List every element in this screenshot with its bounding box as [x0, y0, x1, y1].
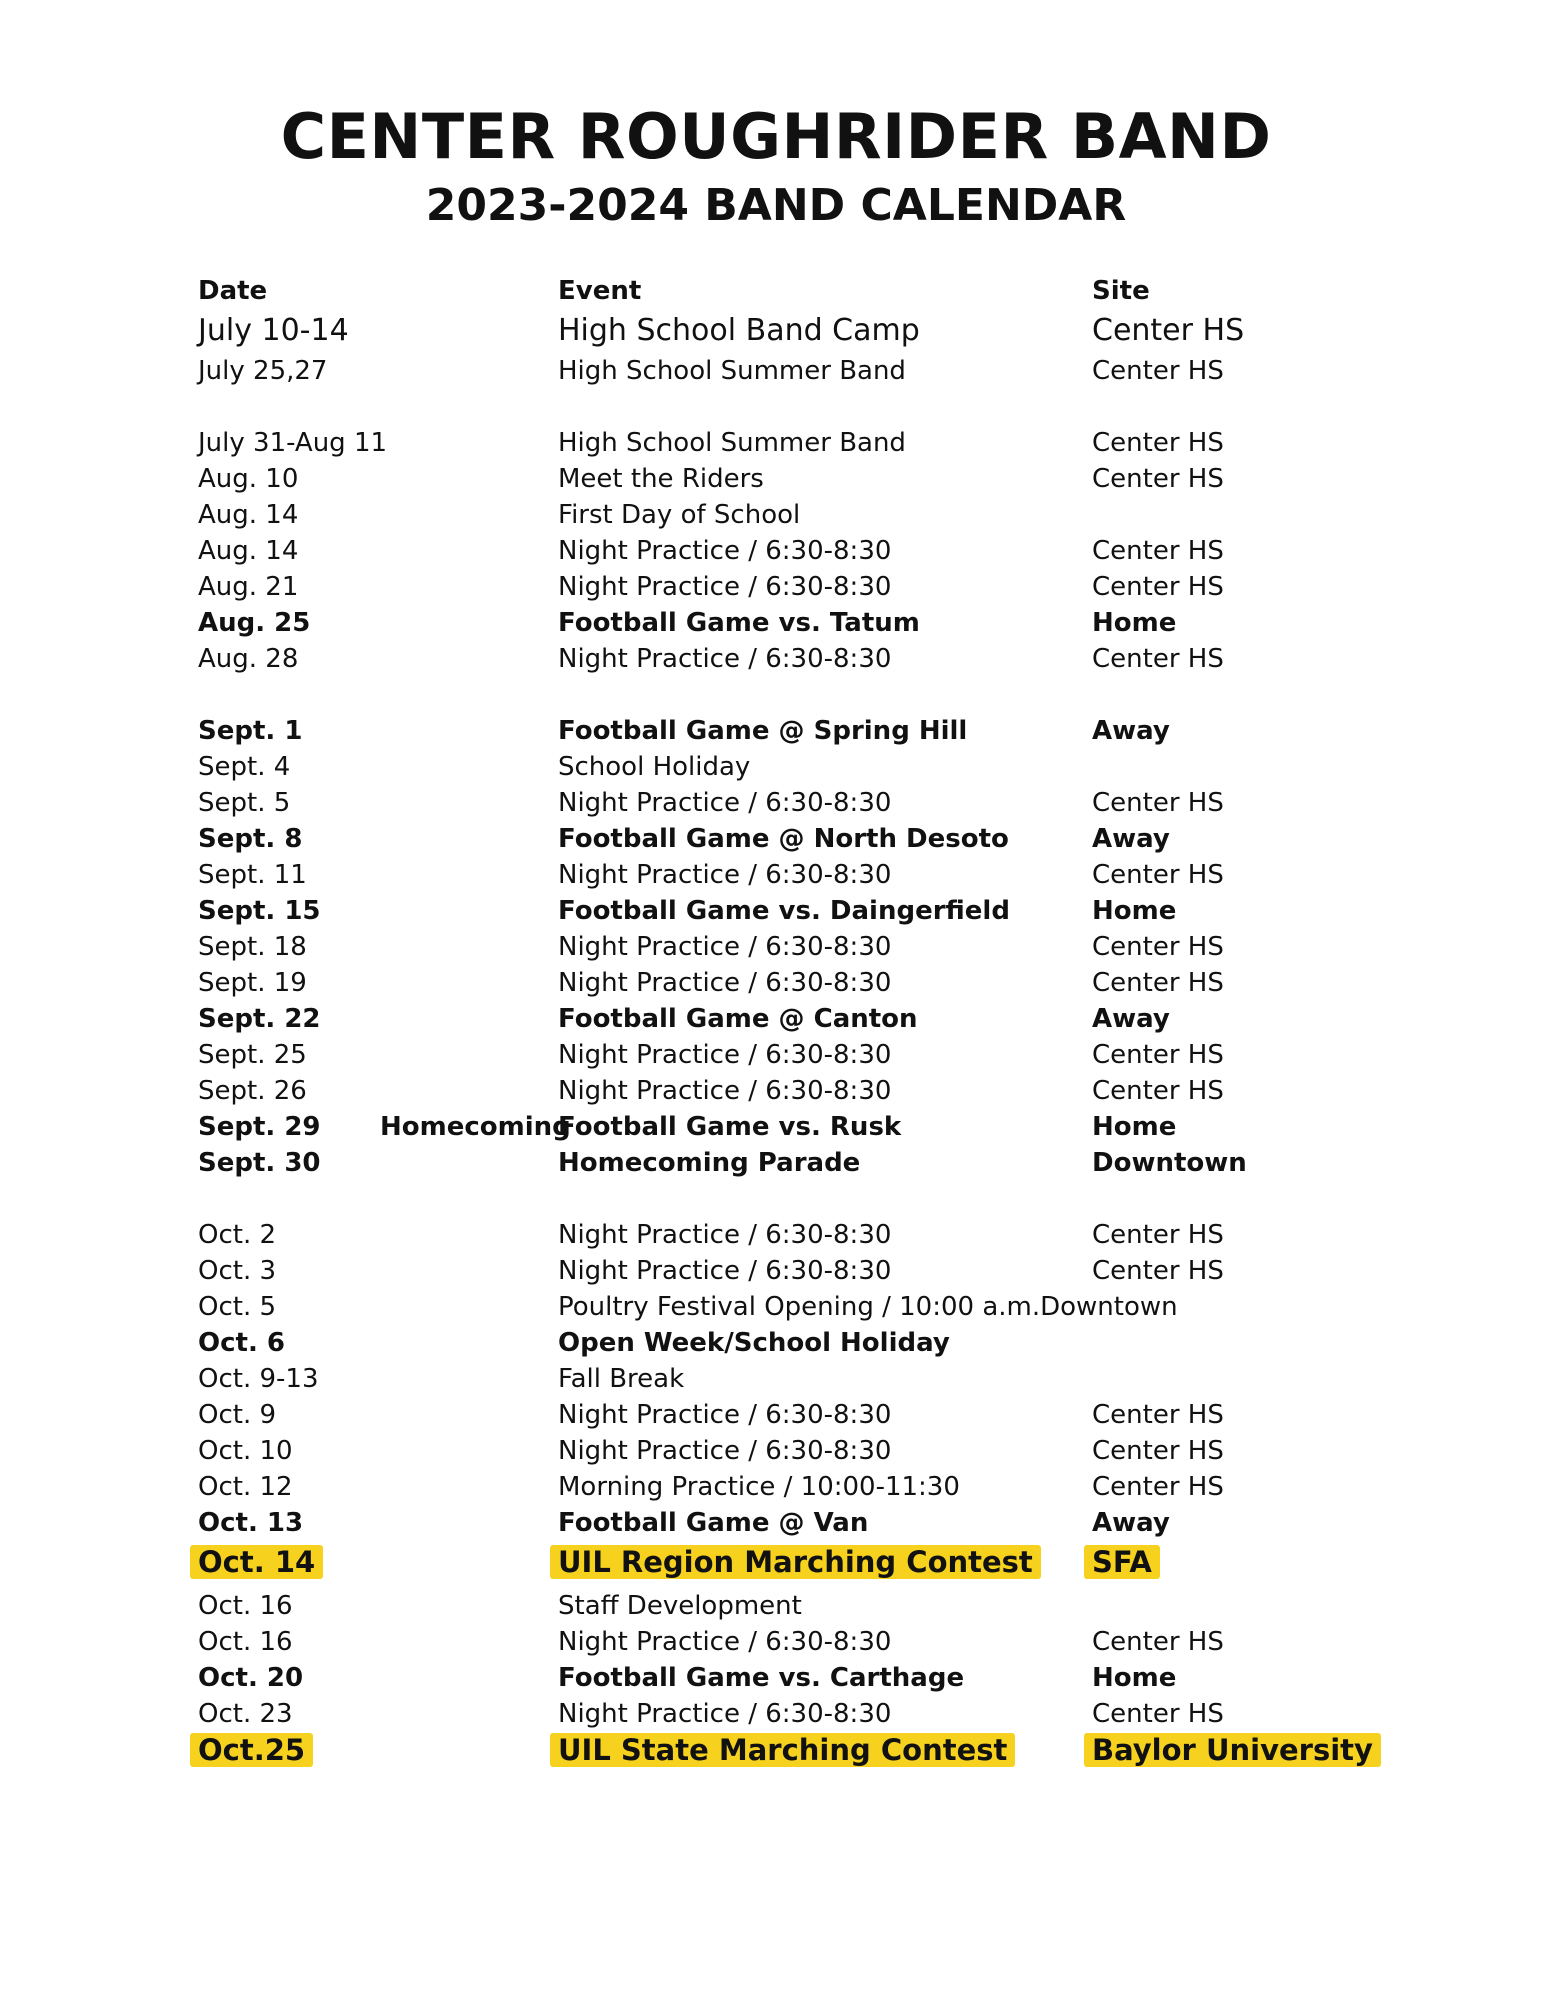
header-event: Event	[558, 276, 642, 306]
row-event	[558, 1037, 891, 1073]
row-site	[1092, 1001, 1170, 1037]
row-site	[1092, 1037, 1224, 1073]
row-date-text: Oct. 3	[198, 1256, 277, 1286]
row-date	[198, 1397, 276, 1433]
row-date-text: Aug. 10	[198, 464, 299, 494]
calendar-row	[0, 1505, 1552, 1541]
row-date	[198, 1588, 293, 1624]
row-date	[198, 1037, 307, 1073]
row-site	[1092, 1732, 1381, 1768]
row-site-text: Center HS	[1092, 1627, 1224, 1657]
row-date-text: Oct. 13	[198, 1508, 304, 1538]
row-date	[198, 353, 327, 389]
calendar-row	[0, 749, 1552, 785]
row-date	[198, 1361, 319, 1397]
row-site	[1092, 425, 1224, 461]
row-date	[198, 533, 298, 569]
row-site	[1092, 821, 1170, 857]
row-date	[198, 1217, 276, 1253]
row-site-text: Center HS	[1092, 1400, 1224, 1430]
calendar-row	[0, 1361, 1552, 1397]
row-date-text: Oct. 12	[198, 1472, 293, 1502]
calendar-row	[0, 1109, 1552, 1145]
row-date	[198, 1660, 303, 1696]
row-event-text: Fall Break	[558, 1364, 685, 1394]
calendar-row	[0, 929, 1552, 965]
row-event	[558, 569, 891, 605]
row-site-text: Center HS	[1092, 1220, 1224, 1250]
row-event	[558, 497, 800, 533]
row-date-text: Oct. 6	[198, 1328, 285, 1358]
calendar-row	[0, 1037, 1552, 1073]
row-event-text: Football Game vs. Carthage	[558, 1663, 965, 1693]
calendar-row	[0, 1624, 1552, 1660]
row-date-text: Aug. 14	[198, 500, 299, 530]
row-date-text: Aug. 14	[198, 536, 299, 566]
row-event-text: Football Game @ Spring Hill	[558, 716, 968, 746]
row-date-text: July 25,27	[198, 356, 328, 386]
row-site	[1092, 533, 1224, 569]
row-date	[198, 1433, 293, 1469]
row-site-text: Center HS	[1092, 968, 1224, 998]
row-site-text: Center HS	[1092, 1472, 1224, 1502]
row-event-text: Night Practice / 6:30-8:30	[558, 968, 892, 998]
calendar-row	[0, 1433, 1552, 1469]
row-date-text: Oct. 23	[198, 1699, 293, 1729]
row-event	[558, 1588, 802, 1624]
calendar-row	[0, 1001, 1552, 1037]
row-event-text: Football Game @ Van	[558, 1508, 869, 1538]
row-site-text: Downtown	[1092, 1148, 1247, 1178]
row-event-text: UIL State Marching Contest	[550, 1733, 1015, 1767]
calendar-row	[0, 1469, 1552, 1505]
row-site-text: Home	[1092, 608, 1177, 638]
row-event-text: Night Practice / 6:30-8:30	[558, 1400, 892, 1430]
calendar-row	[0, 857, 1552, 893]
row-event-text: Night Practice / 6:30-8:30	[558, 572, 892, 602]
row-site-text: Center HS	[1092, 572, 1224, 602]
calendar-row	[0, 313, 1552, 349]
row-event-text: Night Practice / 6:30-8:30	[558, 788, 892, 818]
row-date	[198, 1505, 303, 1541]
row-date	[198, 929, 307, 965]
row-date-text: Sept. 4	[198, 752, 291, 782]
row-event-text: First Day of School	[558, 500, 801, 530]
row-event-text: High School Band Camp	[558, 313, 920, 348]
row-event	[558, 313, 920, 349]
row-date-text: Oct. 2	[198, 1220, 277, 1250]
row-date	[198, 313, 349, 349]
row-date	[198, 965, 307, 1001]
row-site-text: Center HS	[1092, 1699, 1224, 1729]
row-date-text: Sept. 30	[198, 1148, 321, 1178]
row-site	[1092, 1253, 1224, 1289]
calendar-row	[0, 497, 1552, 533]
row-date-text: Aug. 25	[198, 608, 311, 638]
row-site-text: Center HS	[1092, 860, 1224, 890]
row-date	[198, 497, 298, 533]
row-event-text: Football Game vs. Rusk	[558, 1112, 902, 1142]
row-date-text: Sept. 8	[198, 824, 303, 854]
row-site-text: Center HS	[1092, 788, 1224, 818]
row-event	[558, 785, 891, 821]
row-site	[1092, 461, 1224, 497]
calendar-row	[0, 1660, 1552, 1696]
row-site	[1092, 857, 1224, 893]
row-event-text: Staff Development	[558, 1591, 802, 1621]
row-site	[1092, 569, 1224, 605]
row-site	[1092, 965, 1224, 1001]
row-date-text: Sept. 18	[198, 932, 307, 962]
row-event-text: Homecoming Parade	[558, 1148, 861, 1178]
row-date	[198, 1001, 321, 1037]
calendar-row	[0, 569, 1552, 605]
row-site	[1092, 605, 1176, 641]
row-date	[198, 1325, 285, 1361]
row-event	[558, 425, 906, 461]
header-site: Site	[1092, 276, 1150, 306]
header-date: Date	[198, 276, 268, 306]
row-site	[1092, 1544, 1160, 1580]
row-event-text: Night Practice / 6:30-8:30	[558, 860, 892, 890]
page-title: CENTER ROUGHRIDER BAND	[280, 100, 1272, 173]
row-event	[558, 749, 750, 785]
row-date-text: Sept. 11	[198, 860, 307, 890]
page-subtitle: 2023-2024 BAND CALENDAR	[425, 180, 1127, 231]
row-site	[1092, 1217, 1224, 1253]
row-site-text: Center HS	[1092, 932, 1224, 962]
row-site-text: Center HS	[1092, 1040, 1224, 1070]
row-site-text: SFA	[1084, 1545, 1160, 1579]
row-event	[558, 929, 891, 965]
row-event	[558, 1073, 891, 1109]
row-date	[198, 605, 310, 641]
row-site	[1092, 1469, 1224, 1505]
row-site	[1092, 1660, 1176, 1696]
calendar-row	[0, 353, 1552, 389]
calendar-row	[0, 713, 1552, 749]
row-event-text: Night Practice / 6:30-8:30	[558, 1040, 892, 1070]
calendar-row	[0, 1217, 1552, 1253]
row-date-text: Oct. 9-13	[198, 1364, 319, 1394]
row-date-text: Sept. 5	[198, 788, 291, 818]
row-event	[558, 1433, 891, 1469]
row-event	[558, 461, 764, 497]
row-date	[198, 1289, 276, 1325]
row-site	[1092, 1073, 1224, 1109]
row-date-text: Aug. 21	[198, 572, 299, 602]
row-event	[558, 533, 891, 569]
row-event	[558, 1696, 891, 1732]
row-event	[558, 1145, 860, 1181]
row-site-text: Center HS	[1092, 1436, 1224, 1466]
row-date-text: Sept. 22	[198, 1004, 321, 1034]
row-event	[558, 353, 906, 389]
row-site	[1092, 1433, 1224, 1469]
row-event-text: Night Practice / 6:30-8:30	[558, 932, 892, 962]
row-event	[558, 1732, 1015, 1768]
row-date-text: Sept. 15	[198, 896, 321, 926]
row-event	[558, 641, 891, 677]
row-event	[558, 1660, 964, 1696]
row-site-text: Home	[1092, 1663, 1177, 1693]
row-note-text: Homecoming	[380, 1112, 571, 1142]
row-date	[198, 461, 298, 497]
calendar-row	[0, 965, 1552, 1001]
row-site-text: Center HS	[1092, 1256, 1224, 1286]
calendar-row	[0, 1732, 1552, 1768]
row-date-text: Oct. 10	[198, 1436, 293, 1466]
row-site	[1092, 785, 1224, 821]
calendar-row	[0, 1397, 1552, 1433]
row-site-text: Center HS	[1092, 644, 1224, 674]
row-event-text: Night Practice / 6:30-8:30	[558, 536, 892, 566]
row-site	[1092, 893, 1176, 929]
row-site-text: Center HS	[1092, 464, 1224, 494]
row-site-text: Baylor University	[1084, 1733, 1381, 1767]
row-date	[198, 641, 298, 677]
row-site-text: Away	[1092, 824, 1170, 854]
calendar-row	[0, 785, 1552, 821]
row-date-text: Sept. 1	[198, 716, 303, 746]
row-site	[1092, 929, 1224, 965]
calendar-row	[0, 1073, 1552, 1109]
row-event	[558, 893, 1010, 929]
row-event	[558, 821, 1009, 857]
row-date-text: Oct. 5	[198, 1292, 277, 1322]
row-event-text: Night Practice / 6:30-8:30	[558, 644, 892, 674]
row-event-text: Football Game vs. Tatum	[558, 608, 920, 638]
row-event-text: School Holiday	[558, 752, 751, 782]
row-date	[198, 893, 321, 929]
row-event	[558, 1361, 684, 1397]
row-site	[1092, 1505, 1170, 1541]
row-date-text: Aug. 28	[198, 644, 299, 674]
calendar-row	[0, 1253, 1552, 1289]
row-site-text: Home	[1092, 1112, 1177, 1142]
row-event	[558, 1001, 918, 1037]
column-headers	[0, 273, 1552, 309]
row-event-text: Night Practice / 6:30-8:30	[558, 1220, 892, 1250]
row-event-text: Poultry Festival Opening / 10:00 a.m.Downtown	[558, 1292, 1178, 1322]
row-date-text: Oct. 20	[198, 1663, 304, 1693]
calendar-row	[0, 1544, 1552, 1580]
row-event-text: Meet the Riders	[558, 464, 764, 494]
row-date	[198, 569, 298, 605]
row-event	[558, 1253, 891, 1289]
row-site	[1092, 1696, 1224, 1732]
row-event	[558, 1544, 1041, 1580]
row-event	[558, 1624, 891, 1660]
row-date	[198, 821, 302, 857]
row-event-text: Night Practice / 6:30-8:30	[558, 1699, 892, 1729]
row-site-text: Home	[1092, 896, 1177, 926]
row-site	[1092, 1624, 1224, 1660]
calendar-row	[0, 605, 1552, 641]
row-date	[198, 749, 290, 785]
row-event-text: Night Practice / 6:30-8:30	[558, 1256, 892, 1286]
row-event-text: Night Practice / 6:30-8:30	[558, 1076, 892, 1106]
row-event-text: High School Summer Band	[558, 428, 906, 458]
row-date	[198, 857, 307, 893]
row-event-text: Football Game @ Canton	[558, 1004, 918, 1034]
row-site	[1092, 353, 1224, 389]
row-date-text: July 10-14	[198, 313, 349, 348]
calendar-row	[0, 641, 1552, 677]
row-site-text: Away	[1092, 716, 1170, 746]
row-event	[558, 1217, 891, 1253]
row-site-text: Away	[1092, 1508, 1170, 1538]
row-date	[198, 1145, 321, 1181]
calendar-row	[0, 1145, 1552, 1181]
calendar-row	[0, 1289, 1552, 1325]
row-date-text: Sept. 25	[198, 1040, 307, 1070]
row-date-text: Oct. 9	[198, 1400, 277, 1430]
calendar-row	[0, 425, 1552, 461]
row-site-text: Center HS	[1092, 536, 1224, 566]
row-date	[198, 1544, 323, 1580]
row-date-text: Sept. 29	[198, 1112, 321, 1142]
row-date-text: Oct. 16	[198, 1627, 293, 1657]
row-site	[1092, 313, 1244, 349]
row-date-text: Oct.25	[190, 1733, 313, 1767]
row-date	[198, 425, 387, 461]
calendar-row	[0, 533, 1552, 569]
row-event	[558, 713, 967, 749]
row-date-text: Oct. 14	[190, 1545, 323, 1579]
row-site	[1092, 1397, 1224, 1433]
row-event	[558, 1397, 891, 1433]
row-event-text: Football Game @ North Desoto	[558, 824, 1009, 854]
row-date	[198, 785, 290, 821]
row-note	[380, 1109, 571, 1145]
calendar-row	[0, 1588, 1552, 1624]
row-event-text: Morning Practice / 10:00-11:30	[558, 1472, 960, 1502]
row-site-text: Away	[1092, 1004, 1170, 1034]
row-event	[558, 857, 891, 893]
row-event	[558, 1469, 960, 1505]
row-date-text: July 31-Aug 11	[198, 428, 388, 458]
row-date	[198, 1732, 313, 1768]
calendar-row	[0, 1696, 1552, 1732]
row-site	[1092, 641, 1224, 677]
row-date-text: Sept. 26	[198, 1076, 307, 1106]
row-date	[198, 1109, 321, 1145]
row-site-text: Center HS	[1092, 356, 1224, 386]
row-event	[558, 965, 891, 1001]
row-date	[198, 713, 302, 749]
row-event	[558, 605, 920, 641]
calendar-row	[0, 893, 1552, 929]
calendar-row	[0, 821, 1552, 857]
row-site-text: Center HS	[1092, 313, 1245, 348]
calendar-row	[0, 1325, 1552, 1361]
row-event-text: Night Practice / 6:30-8:30	[558, 1436, 892, 1466]
row-site	[1092, 1109, 1176, 1145]
row-date	[198, 1073, 307, 1109]
row-site-text: Center HS	[1092, 428, 1224, 458]
row-event-text: High School Summer Band	[558, 356, 906, 386]
row-event	[558, 1109, 901, 1145]
row-site	[1092, 1145, 1247, 1181]
row-date	[198, 1469, 293, 1505]
row-event	[558, 1505, 868, 1541]
row-date	[198, 1624, 293, 1660]
row-site	[1092, 713, 1170, 749]
row-date-text: Sept. 19	[198, 968, 307, 998]
row-date	[198, 1253, 276, 1289]
row-event-text: Open Week/School Holiday	[558, 1328, 950, 1358]
row-event-text: Night Practice / 6:30-8:30	[558, 1627, 892, 1657]
calendar-row	[0, 461, 1552, 497]
row-event-text: Football Game vs. Daingerfield	[558, 896, 1010, 926]
row-event	[558, 1289, 1178, 1325]
row-date	[198, 1696, 293, 1732]
row-date-text: Oct. 16	[198, 1591, 293, 1621]
row-event	[558, 1325, 950, 1361]
row-site-text: Center HS	[1092, 1076, 1224, 1106]
row-event-text: UIL Region Marching Contest	[550, 1545, 1041, 1579]
